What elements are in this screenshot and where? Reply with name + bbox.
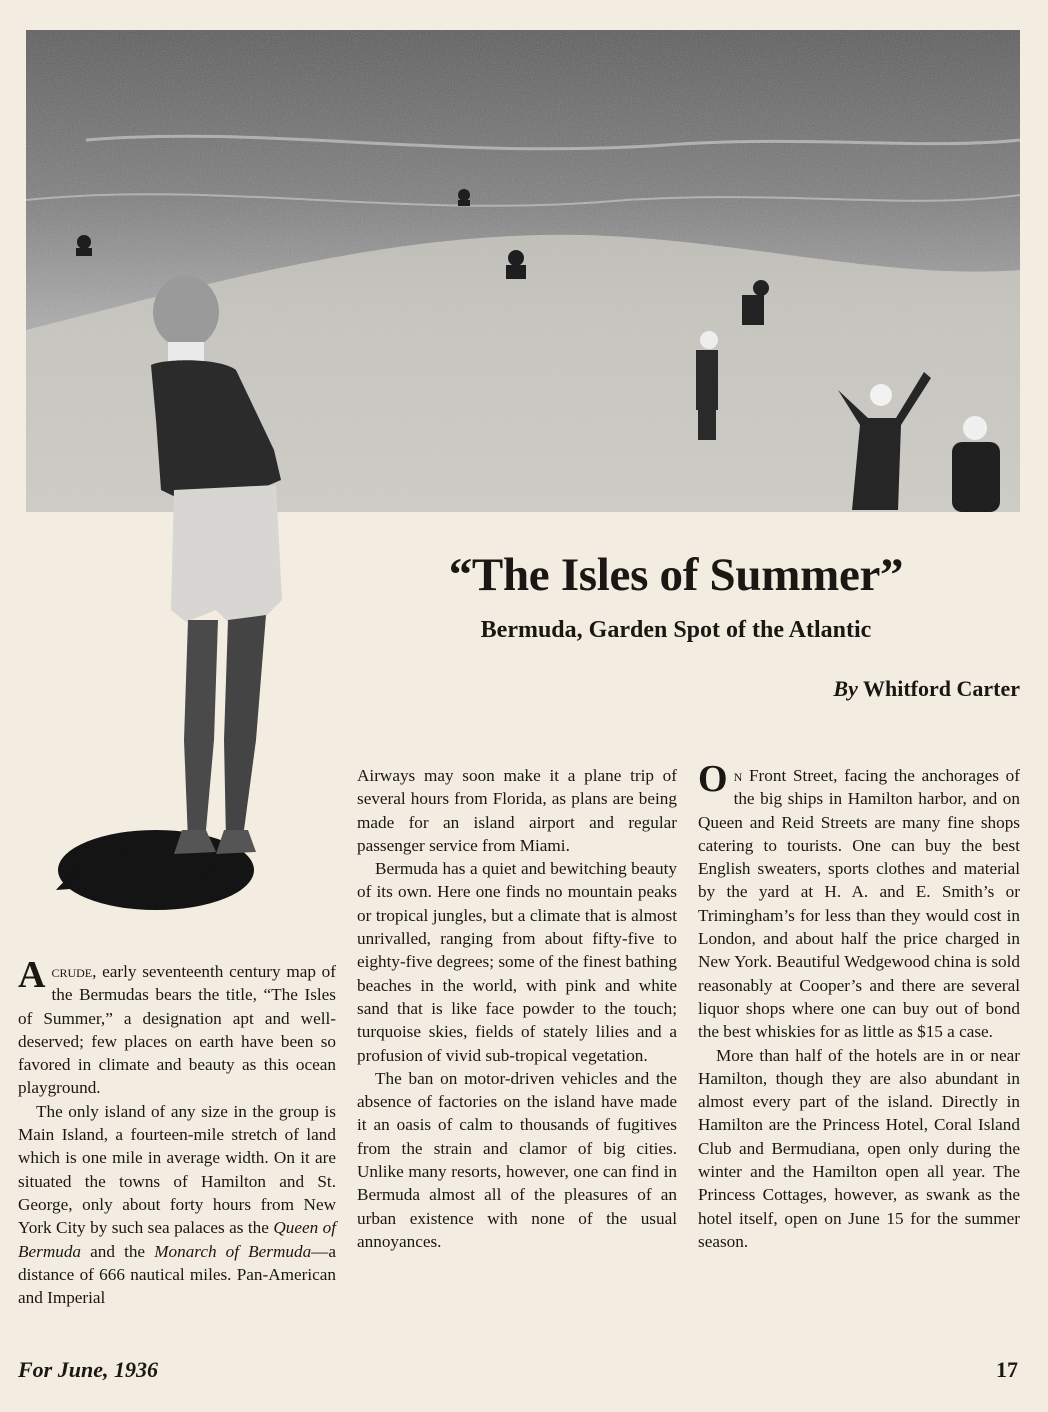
byline-author: Whitford Carter — [862, 676, 1020, 701]
paragraph-text: Front Street, facing the anchorages of the big ships in Hamilton harbor, and on Queen and Reid Streets are many fine shops catering to tourists. One can buy the best English sweaters, sports clothes and material by the yard at H. A. and E. Smith’s or Trimingham’s for less than they would cost in London, and about half the price charged in New York. Beautiful Wedgewood china is sold reasonably at Cooper’s and there are several liquor shops where one can buy out of bond the best whiskies for as little as $15 a case. — [698, 766, 1020, 1042]
standing-woman-figure — [56, 270, 306, 930]
swimmer — [76, 235, 92, 256]
lead-words: crude, — [51, 962, 97, 981]
issue-date: For June, 1936 — [18, 1357, 158, 1382]
column-3 — [698, 758, 1020, 1253]
drop-cap: A — [18, 954, 46, 996]
column-2 — [357, 764, 677, 1253]
lead-words: n — [733, 766, 743, 785]
article-subtitle: Bermuda, Garden Spot of the Atlantic — [480, 617, 872, 643]
byline — [833, 678, 1020, 700]
page-number: 17 — [996, 1357, 1018, 1382]
ship-name: Queen of Bermuda — [18, 1218, 336, 1261]
paragraph: More than half of the hotels are in or near Hamilton, though they are also abundant in almost every part of the island. Directly in Hamilton are the Princess Hotel, Coral Island Club and Bermudiana, open only during the winter and the Hamilton open all year. The Princess Cottages, however, as swank as the hotel itself, open on June 15 for the summer season. — [698, 1045, 1020, 1251]
paragraph: Airways may soon make it a plane trip of several hours from Florida, as plans are being made for an island airport and regular passenger service from Miami. — [357, 766, 677, 855]
paragraph: Bermuda has a quiet and bewitching beauty of its own. Here one finds no mountain peaks or tropical jungles, but a climate that is almost unrivalled, ranging from about fifty-five to eighty-five degrees; some of the finest bathing beaches in the world, with pink and white sand that is like face powder to the touch; turquoise skies, fields of stately lilies and a profusion of vivid sub-tropical vegetation. — [357, 859, 677, 1065]
swimmer — [458, 189, 470, 206]
byline-prefix: By — [833, 676, 858, 701]
ship-name: Monarch of Bermuda — [154, 1241, 312, 1261]
paragraph — [18, 1100, 336, 1310]
paragraph — [698, 758, 1020, 1044]
paragraph-text: and the — [81, 1241, 155, 1261]
paragraph — [18, 954, 336, 1100]
paragraph-text: —a distance of 666 nautical miles. Pan-American and Imperial — [18, 1241, 336, 1308]
paragraph-text: early seventeenth century map of the Bermudas bears the title, “The Isles of Summer,” a designation apt and well-deserved; few places on earth have been so favored in climate and beauty as this ocean playground. — [18, 962, 336, 1098]
article-title: “The Isles of Summer” — [448, 549, 904, 601]
column-1 — [18, 954, 336, 1309]
drop-cap: O — [698, 758, 728, 800]
paragraph-text: The only island of any size in the group is Main Island, a fourteen-mile stretch of land which is one mile in average width. On it are situated the towns of Hamilton and St. George, only about forty hours from New York City by such sea palaces as the — [18, 1101, 336, 1238]
paragraph: The ban on motor-driven vehicles and the absence of factories on the island have made it an oasis of calm to thousands of fugitives from the strain and clamor of big cities. Unlike many resorts, however, one can find in Bermuda almost all of the pleasures of an urban existence with none of the usual annoyances. — [357, 1068, 677, 1251]
